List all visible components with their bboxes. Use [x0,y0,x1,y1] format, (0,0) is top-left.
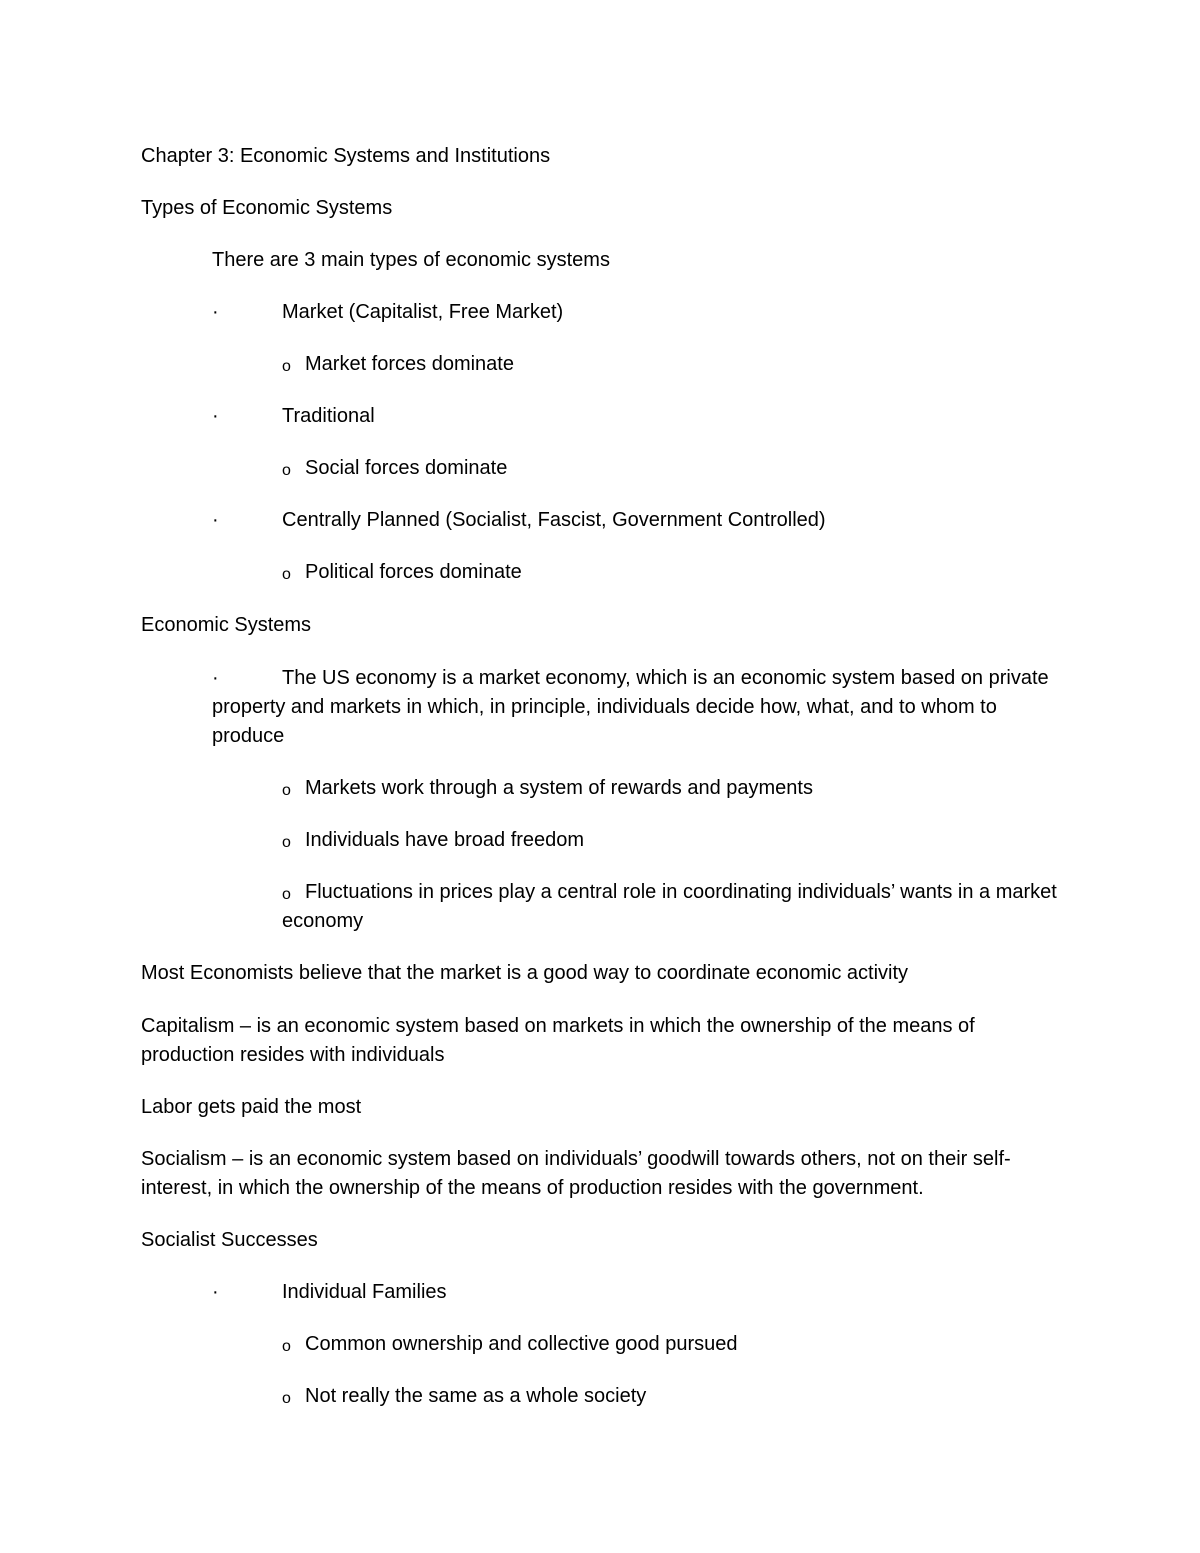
us-sub-3: Fluctuations in prices play a central role in coordinating individuals’ wants in a market economy [282,881,1057,932]
us-sub-1: Markets work through a system of rewards and payments [305,777,813,799]
socialist-heading: Socialist Successes [141,1229,318,1251]
socialist-item: Individual Families [282,1281,447,1303]
type-planned-label: Centrally Planned (Socialist, Fascist, Government Controlled) [282,509,826,531]
sub-bullet-icon: o [282,566,291,583]
sub-bullet-icon: o [282,462,291,479]
sub-bullet-icon: o [282,782,291,799]
sub-bullet-icon: o [282,834,291,851]
bullet-icon: · [212,405,219,427]
us-sub-2: Individuals have broad freedom [305,829,585,851]
types-intro: There are 3 main types of economic systems [212,249,610,271]
socialism-definition: Socialism – is an economic system based on individuals’ goodwill towards others, not on their self-interest, in which the ownership of the means of production resides with the government. [141,1148,1011,1199]
sub-bullet-icon: o [282,886,291,903]
econ-heading: Economic Systems [141,614,312,636]
type-planned-sub: Political forces dominate [305,561,522,583]
labor-line: Labor gets paid the most [141,1096,362,1118]
sub-bullet-icon: o [282,1390,291,1407]
socialist-sub-1: Common ownership and collective good pursued [305,1333,738,1355]
chapter-title: Chapter 3: Economic Systems and Institutions [141,145,551,167]
economists-line: Most Economists believe that the market is a good way to coordinate economic activity [141,962,909,984]
capitalism-definition: Capitalism – is an economic system based on markets in which the ownership of the means of production resides with individuals [141,1015,975,1066]
bullet-icon: · [212,667,219,689]
bullet-icon: · [212,509,219,531]
socialist-sub-2: Not really the same as a whole society [305,1385,647,1407]
us-economy-text: The US economy is a market economy, which is an economic system based on private property and markets in which, in principle, individuals decide how, what, and to whom to produce [212,667,1049,747]
sub-bullet-icon: o [282,358,291,375]
type-traditional-label: Traditional [282,405,375,427]
type-traditional-sub: Social forces dominate [305,457,508,479]
type-market-sub: Market forces dominate [305,353,514,375]
sub-bullet-icon: o [282,1338,291,1355]
bullet-icon: · [212,1281,219,1303]
types-heading: Types of Economic Systems [141,197,393,219]
bullet-icon: · [212,301,219,323]
type-market-label: Market (Capitalist, Free Market) [282,301,564,323]
